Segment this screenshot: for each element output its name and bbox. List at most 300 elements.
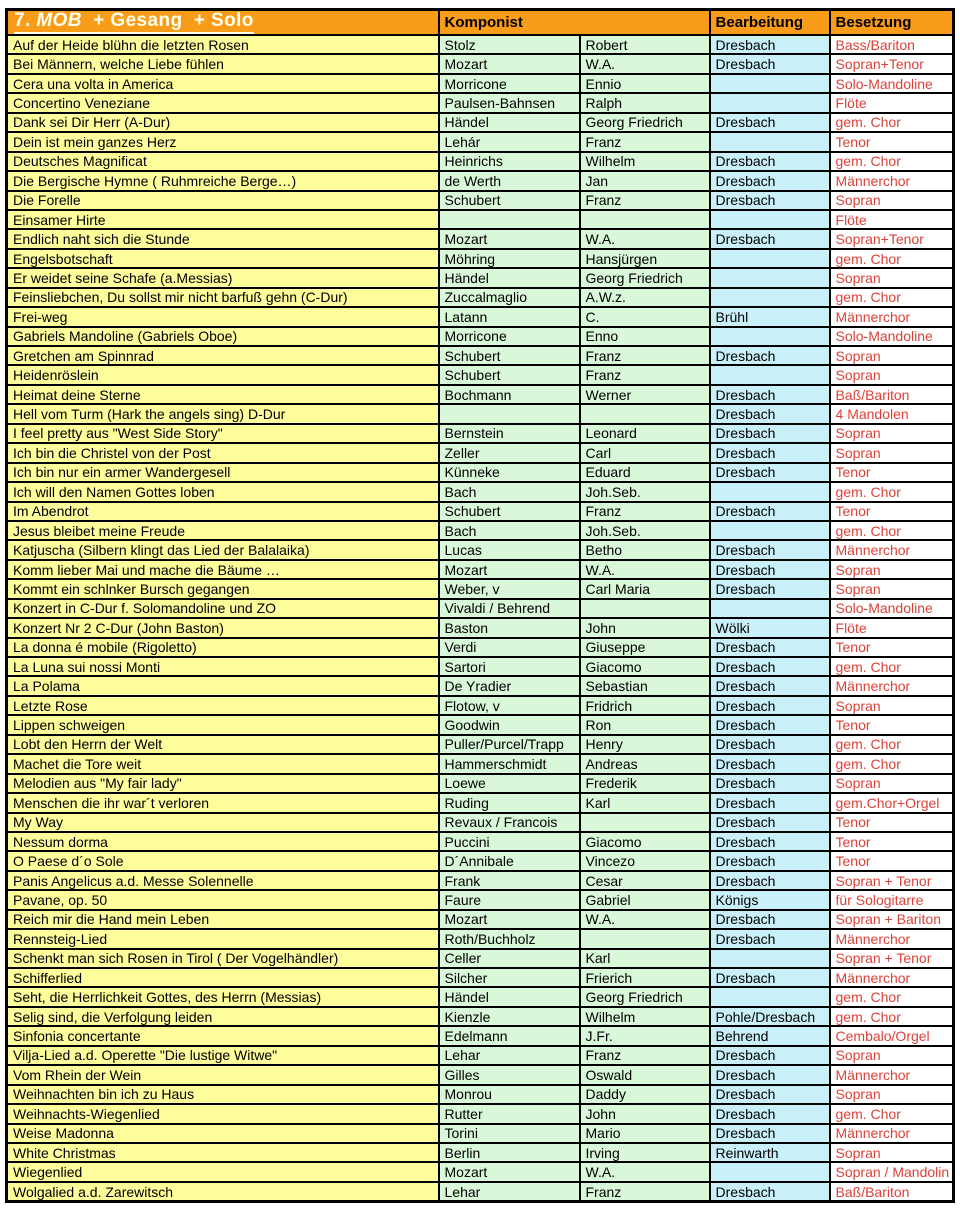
vorname-cell: John [580, 618, 710, 637]
komponist-cell: Vivaldi / Behrend [439, 599, 580, 618]
bearbeitung-cell: Dresbach [710, 1124, 830, 1143]
bearbeitung-cell: Dresbach [710, 1085, 830, 1104]
bearbeitung-cell: Dresbach [710, 793, 830, 812]
vorname-cell: Cesar [580, 871, 710, 890]
bearbeitung-cell: Dresbach [710, 540, 830, 559]
komponist-cell: Möhring [439, 249, 580, 268]
table-row [7, 404, 954, 423]
besetzung-cell: Tenor [830, 502, 954, 521]
vorname-cell: Henry [580, 735, 710, 754]
vorname-cell: Ennio [580, 74, 710, 93]
komponist-cell: Frank [439, 871, 580, 890]
komponist-cell: Celler [439, 949, 580, 968]
vorname-cell [580, 929, 710, 948]
vorname-cell: Ralph [580, 93, 710, 112]
besetzung-cell: Sopran [830, 191, 954, 210]
bearbeitung-cell: Dresbach [710, 968, 830, 987]
table-body [7, 35, 954, 1202]
title-cell: Konzert Nr 2 C-Dur (John Baston) [7, 618, 439, 637]
title-cell: Ich bin die Christel von der Post [7, 443, 439, 462]
komponist-cell: Baston [439, 618, 580, 637]
title-cell: Rennsteig-Lied [7, 929, 439, 948]
bearbeitung-cell: Reinwarth [710, 1143, 830, 1162]
vorname-cell: W.A. [580, 229, 710, 248]
title-cell: Weise Madonna [7, 1124, 439, 1143]
repertoire-sheet [5, 8, 955, 1203]
besetzung-cell: Sopran + Bariton [830, 910, 954, 929]
section-title-cell [7, 10, 439, 36]
title-cell: Schenkt man sich Rosen in Tirol ( Der Vogelhändler) [7, 949, 439, 968]
besetzung-cell: Tenor [830, 813, 954, 832]
bearbeitung-cell: Dresbach [710, 774, 830, 793]
title-cell: Gabriels Mandoline (Gabriels Oboe) [7, 327, 439, 346]
bearbeitung-cell: Dresbach [710, 443, 830, 462]
vorname-cell: Fridrich [580, 696, 710, 715]
bearbeitung-cell: Dresbach [710, 638, 830, 657]
besetzung-cell: Sopran+Tenor [830, 229, 954, 248]
vorname-cell: Jan [580, 171, 710, 190]
title-cell: My Way [7, 813, 439, 832]
besetzung-cell: Sopran [830, 774, 954, 793]
bearbeitung-cell: Dresbach [710, 54, 830, 73]
title-cell: Deutsches Magnificat [7, 152, 439, 171]
table-row [7, 307, 954, 326]
komponist-cell: Lehar [439, 1046, 580, 1065]
title-cell: Einsamer Hirte [7, 210, 439, 229]
bearbeitung-cell: Dresbach [710, 735, 830, 754]
table-row [7, 890, 954, 909]
besetzung-cell: Sopran + Tenor [830, 871, 954, 890]
table-row [7, 813, 954, 832]
table-row [7, 1065, 954, 1084]
table-row [7, 696, 954, 715]
komponist-cell: Bernstein [439, 424, 580, 443]
bearbeitung-cell [710, 288, 830, 307]
table-row [7, 754, 954, 773]
title-cell: Jesus bleibet meine Freude [7, 521, 439, 540]
title-cell: Vom Rhein der Wein [7, 1065, 439, 1084]
besetzung-cell: gem. Chor [830, 152, 954, 171]
title-cell: Weihnachten bin ich zu Haus [7, 1085, 439, 1104]
vorname-cell: W.A. [580, 560, 710, 579]
komponist-cell: Bach [439, 482, 580, 501]
vorname-cell: J.Fr. [580, 1026, 710, 1045]
vorname-cell: Mario [580, 1124, 710, 1143]
vorname-cell [580, 813, 710, 832]
vorname-cell: Franz [580, 191, 710, 210]
vorname-cell: W.A. [580, 910, 710, 929]
title-cell: La Luna sui nossi Monti [7, 657, 439, 676]
table-row [7, 929, 954, 948]
title-cell: Lippen schweigen [7, 715, 439, 734]
besetzung-cell: Bass/Bariton [830, 35, 954, 54]
title-cell: Wiegenlied [7, 1162, 439, 1181]
table-row [7, 676, 954, 695]
table-row [7, 560, 954, 579]
bearbeitung-cell [710, 521, 830, 540]
besetzung-cell: Baß/Bariton [830, 385, 954, 404]
komponist-cell: Mozart [439, 560, 580, 579]
title-cell: Weihnachts-Wiegenlied [7, 1104, 439, 1123]
bearbeitung-cell: Dresbach [710, 346, 830, 365]
table-row [7, 385, 954, 404]
besetzung-cell: Sopran + Tenor [830, 949, 954, 968]
table-row [7, 346, 954, 365]
vorname-cell: Wilhelm [580, 1007, 710, 1026]
komponist-cell: Stolz [439, 35, 580, 54]
besetzung-cell: Sopran [830, 346, 954, 365]
bearbeitung-cell [710, 1162, 830, 1181]
vorname-cell: Daddy [580, 1085, 710, 1104]
besetzung-cell: gem.Chor+Orgel [830, 793, 954, 812]
table-row [7, 171, 954, 190]
komponist-cell: Faure [439, 890, 580, 909]
bearbeitung-cell: Dresbach [710, 385, 830, 404]
komponist-cell: Torini [439, 1124, 580, 1143]
besetzung-cell: Tenor [830, 832, 954, 851]
besetzung-cell: gem. Chor [830, 987, 954, 1006]
komponist-cell [439, 210, 580, 229]
table-row [7, 327, 954, 346]
table-row [7, 210, 954, 229]
table-row [7, 113, 954, 132]
vorname-cell: Karl [580, 793, 710, 812]
komponist-cell: Morricone [439, 327, 580, 346]
komponist-cell: Puccini [439, 832, 580, 851]
bearbeitung-cell: Dresbach [710, 910, 830, 929]
vorname-cell: Leonard [580, 424, 710, 443]
table-row [7, 1085, 954, 1104]
bearbeitung-cell [710, 987, 830, 1006]
komponist-cell: De Yradier [439, 676, 580, 695]
vorname-cell: Franz [580, 1046, 710, 1065]
bearbeitung-cell [710, 249, 830, 268]
vorname-cell: Ron [580, 715, 710, 734]
besetzung-cell: Männerchor [830, 1065, 954, 1084]
vorname-cell [580, 404, 710, 423]
title-cell: Ich will den Namen Gottes loben [7, 482, 439, 501]
title-cell: Reich mir die Hand mein Leben [7, 910, 439, 929]
bearbeitung-cell: Pohle/Dresbach [710, 1007, 830, 1026]
komponist-cell: Mozart [439, 910, 580, 929]
table-row [7, 502, 954, 521]
komponist-cell: D´Annibale [439, 851, 580, 870]
komponist-cell: Sartori [439, 657, 580, 676]
vorname-cell: Eduard [580, 463, 710, 482]
bearbeitung-cell: Dresbach [710, 113, 830, 132]
bearbeitung-cell [710, 268, 830, 287]
title-cell: O Paese d´o Sole [7, 851, 439, 870]
title-cell: Vilja-Lied a.d. Operette "Die lustige Witwe" [7, 1046, 439, 1065]
table-row [7, 735, 954, 754]
vorname-cell: Giuseppe [580, 638, 710, 657]
table-row [7, 152, 954, 171]
vorname-cell: C. [580, 307, 710, 326]
besetzung-cell: Sopran+Tenor [830, 54, 954, 73]
besetzung-cell: Tenor [830, 132, 954, 151]
vorname-cell: Frederik [580, 774, 710, 793]
bearbeitung-cell: Dresbach [710, 191, 830, 210]
table-row [7, 1162, 954, 1181]
table-row [7, 249, 954, 268]
table-row [7, 463, 954, 482]
besetzung-cell: Flöte [830, 93, 954, 112]
bearbeitung-cell [710, 93, 830, 112]
table-row [7, 229, 954, 248]
table-row [7, 618, 954, 637]
title-cell: Melodien aus "My fair lady" [7, 774, 439, 793]
bearbeitung-cell: Dresbach [710, 813, 830, 832]
komponist-cell: Mozart [439, 54, 580, 73]
title-suffix: + Gesang + Solo [81, 10, 254, 32]
table-row [7, 93, 954, 112]
komponist-cell: Mozart [439, 1162, 580, 1181]
vorname-cell: A.W.z. [580, 288, 710, 307]
komponist-cell: Zeller [439, 443, 580, 462]
besetzung-cell: gem. Chor [830, 113, 954, 132]
table-row [7, 1007, 954, 1026]
section-title [14, 11, 254, 34]
besetzung-cell: gem. Chor [830, 288, 954, 307]
bearbeitung-cell: Dresbach [710, 676, 830, 695]
bearbeitung-cell: Dresbach [710, 851, 830, 870]
title-cell: Feinsliebchen, Du sollst mir nicht barfuß gehn (C-Dur) [7, 288, 439, 307]
komponist-cell: Zuccalmaglio [439, 288, 580, 307]
bearbeitung-cell: Dresbach [710, 463, 830, 482]
besetzung-cell: 4 Mandolen [830, 404, 954, 423]
komponist-cell: Mozart [439, 229, 580, 248]
bearbeitung-cell: Dresbach [710, 715, 830, 734]
table-row [7, 968, 954, 987]
bearbeitung-cell: Dresbach [710, 832, 830, 851]
title-cell: Nessum dorma [7, 832, 439, 851]
komponist-cell: Hammerschmidt [439, 754, 580, 773]
table-row [7, 599, 954, 618]
title-cell: Hell vom Turm (Hark the angels sing) D-Dur [7, 404, 439, 423]
komponist-cell: Paulsen-Bahnsen [439, 93, 580, 112]
title-cell: Sinfonia concertante [7, 1026, 439, 1045]
table-row [7, 832, 954, 851]
besetzung-cell: Tenor [830, 851, 954, 870]
komponist-cell: Berlin [439, 1143, 580, 1162]
besetzung-cell: Solo-Mandoline [830, 74, 954, 93]
besetzung-cell: Tenor [830, 638, 954, 657]
table-row [7, 74, 954, 93]
bearbeitung-cell: Dresbach [710, 404, 830, 423]
bearbeitung-cell: Dresbach [710, 579, 830, 598]
komponist-cell: Gilles [439, 1065, 580, 1084]
bearbeitung-cell [710, 210, 830, 229]
title-cell: Lobt den Herrn der Welt [7, 735, 439, 754]
title-cell: Katjuscha (Silbern klingt das Lied der Balalaika) [7, 540, 439, 559]
komponist-cell: Lehár [439, 132, 580, 151]
title-cell: Auf der Heide blühn die letzten Rosen [7, 35, 439, 54]
besetzung-cell: Tenor [830, 715, 954, 734]
table-row [7, 191, 954, 210]
komponist-cell: Künneke [439, 463, 580, 482]
title-cell: La Polama [7, 676, 439, 695]
besetzung-cell: gem. Chor [830, 754, 954, 773]
besetzung-cell: gem. Chor [830, 657, 954, 676]
komponist-cell: Händel [439, 268, 580, 287]
vorname-cell: Wilhelm [580, 152, 710, 171]
table-row [7, 774, 954, 793]
besetzung-cell: Sopran [830, 443, 954, 462]
vorname-cell: Franz [580, 365, 710, 384]
table-row [7, 540, 954, 559]
bearbeitung-cell: Königs [710, 890, 830, 909]
vorname-cell: Gabriel [580, 890, 710, 909]
table-row [7, 1124, 954, 1143]
besetzung-cell: Sopran [830, 365, 954, 384]
komponist-cell: Verdi [439, 638, 580, 657]
komponist-cell: Kienzle [439, 1007, 580, 1026]
header-row [7, 10, 954, 36]
table-row [7, 871, 954, 890]
besetzung-cell: Männerchor [830, 968, 954, 987]
vorname-cell: Joh.Seb. [580, 482, 710, 501]
besetzung-cell: Cembalo/Orgel [830, 1026, 954, 1045]
komponist-cell: Händel [439, 113, 580, 132]
vorname-cell: Oswald [580, 1065, 710, 1084]
komponist-cell: Händel [439, 987, 580, 1006]
besetzung-cell: Männerchor [830, 676, 954, 695]
bearbeitung-cell [710, 74, 830, 93]
table-row [7, 657, 954, 676]
title-number: 7. [14, 10, 37, 32]
vorname-cell: Georg Friedrich [580, 113, 710, 132]
besetzung-cell: gem. Chor [830, 482, 954, 501]
vorname-cell: Enno [580, 327, 710, 346]
table-row [7, 910, 954, 929]
table-row [7, 443, 954, 462]
bearbeitung-cell [710, 599, 830, 618]
table-row [7, 132, 954, 151]
besetzung-cell: Männerchor [830, 1124, 954, 1143]
vorname-cell: Karl [580, 949, 710, 968]
bearbeitung-cell: Dresbach [710, 1182, 830, 1202]
vorname-cell: Franz [580, 346, 710, 365]
bearbeitung-cell [710, 482, 830, 501]
table-row [7, 949, 954, 968]
bearbeitung-cell: Dresbach [710, 657, 830, 676]
table-row [7, 35, 954, 54]
besetzung-cell: Männerchor [830, 307, 954, 326]
bearbeitung-cell [710, 365, 830, 384]
komponist-cell: Schubert [439, 502, 580, 521]
besetzung-cell: Sopran [830, 268, 954, 287]
besetzung-cell: Sopran [830, 579, 954, 598]
komponist-cell: Puller/Purcel/Trapp [439, 735, 580, 754]
title-cell: Die Forelle [7, 191, 439, 210]
bearbeitung-cell: Behrend [710, 1026, 830, 1045]
table-row [7, 521, 954, 540]
table-row [7, 851, 954, 870]
title-cell: Kommt ein schlnker Bursch gegangen [7, 579, 439, 598]
besetzung-cell: für Sologitarre [830, 890, 954, 909]
besetzung-cell: gem. Chor [830, 1007, 954, 1026]
besetzung-cell: gem. Chor [830, 1104, 954, 1123]
bearbeitung-cell: Wölki [710, 618, 830, 637]
vorname-cell: Robert [580, 35, 710, 54]
bearbeitung-cell: Dresbach [710, 754, 830, 773]
komponist-cell: Schubert [439, 365, 580, 384]
vorname-cell: Carl Maria [580, 579, 710, 598]
bearbeitung-cell: Dresbach [710, 502, 830, 521]
bearbeitung-cell: Dresbach [710, 1046, 830, 1065]
table-row [7, 1026, 954, 1045]
bearbeitung-cell: Dresbach [710, 871, 830, 890]
bearbeitung-cell: Dresbach [710, 696, 830, 715]
komponist-cell: Silcher [439, 968, 580, 987]
title-cell: Concertino Veneziane [7, 93, 439, 112]
bearbeitung-cell: Dresbach [710, 1065, 830, 1084]
title-cell: Ich bin nur ein armer Wandergesell [7, 463, 439, 482]
besetzung-cell: Flöte [830, 210, 954, 229]
vorname-cell [580, 599, 710, 618]
table-row [7, 715, 954, 734]
vorname-cell: Georg Friedrich [580, 987, 710, 1006]
besetzung-cell: Sopran [830, 424, 954, 443]
besetzung-cell: Sopran [830, 1085, 954, 1104]
vorname-cell: Franz [580, 132, 710, 151]
komponist-cell: Rutter [439, 1104, 580, 1123]
bearbeitung-cell: Dresbach [710, 152, 830, 171]
title-cell: Panis Angelicus a.d. Messe Solennelle [7, 871, 439, 890]
komponist-cell: Heinrichs [439, 152, 580, 171]
title-cell: Schifferlied [7, 968, 439, 987]
table-row [7, 424, 954, 443]
besetzung-cell: Baß/Bariton [830, 1182, 954, 1202]
vorname-cell: Giacomo [580, 832, 710, 851]
table-row [7, 268, 954, 287]
komponist-cell: de Werth [439, 171, 580, 190]
besetzung-cell: Tenor [830, 463, 954, 482]
besetzung-cell: gem. Chor [830, 735, 954, 754]
title-cell: Dank sei Dir Herr (A-Dur) [7, 113, 439, 132]
title-cell: Seht, die Herrlichkeit Gottes, des Herrn (Messias) [7, 987, 439, 1006]
vorname-cell: Giacomo [580, 657, 710, 676]
title-cell: Engelsbotschaft [7, 249, 439, 268]
vorname-cell: Vincezo [580, 851, 710, 870]
table-row [7, 793, 954, 812]
komponist-cell: Goodwin [439, 715, 580, 734]
komponist-cell: Schubert [439, 346, 580, 365]
title-cell: White Christmas [7, 1143, 439, 1162]
besetzung-cell: Sopran [830, 1143, 954, 1162]
besetzung-cell: Solo-Mandoline [830, 599, 954, 618]
besetzung-cell: Sopran [830, 1046, 954, 1065]
title-cell: Frei-weg [7, 307, 439, 326]
col-header-bearbeitung: Bearbeitung [710, 10, 830, 36]
vorname-cell: Betho [580, 540, 710, 559]
table-row [7, 1104, 954, 1123]
title-cell: Die Bergische Hymne ( Ruhmreiche Berge…) [7, 171, 439, 190]
repertoire-table [5, 8, 955, 1203]
title-cell: Komm lieber Mai und mache die Bäume … [7, 560, 439, 579]
bearbeitung-cell: Dresbach [710, 424, 830, 443]
besetzung-cell: Sopran [830, 560, 954, 579]
besetzung-cell: Sopran [830, 696, 954, 715]
komponist-cell [439, 404, 580, 423]
bearbeitung-cell: Dresbach [710, 229, 830, 248]
vorname-cell: Irving [580, 1143, 710, 1162]
table-row [7, 288, 954, 307]
vorname-cell: John [580, 1104, 710, 1123]
komponist-cell: Latann [439, 307, 580, 326]
besetzung-cell: Sopran / Mandolin [830, 1162, 954, 1181]
title-cell: Dein ist mein ganzes Herz [7, 132, 439, 151]
